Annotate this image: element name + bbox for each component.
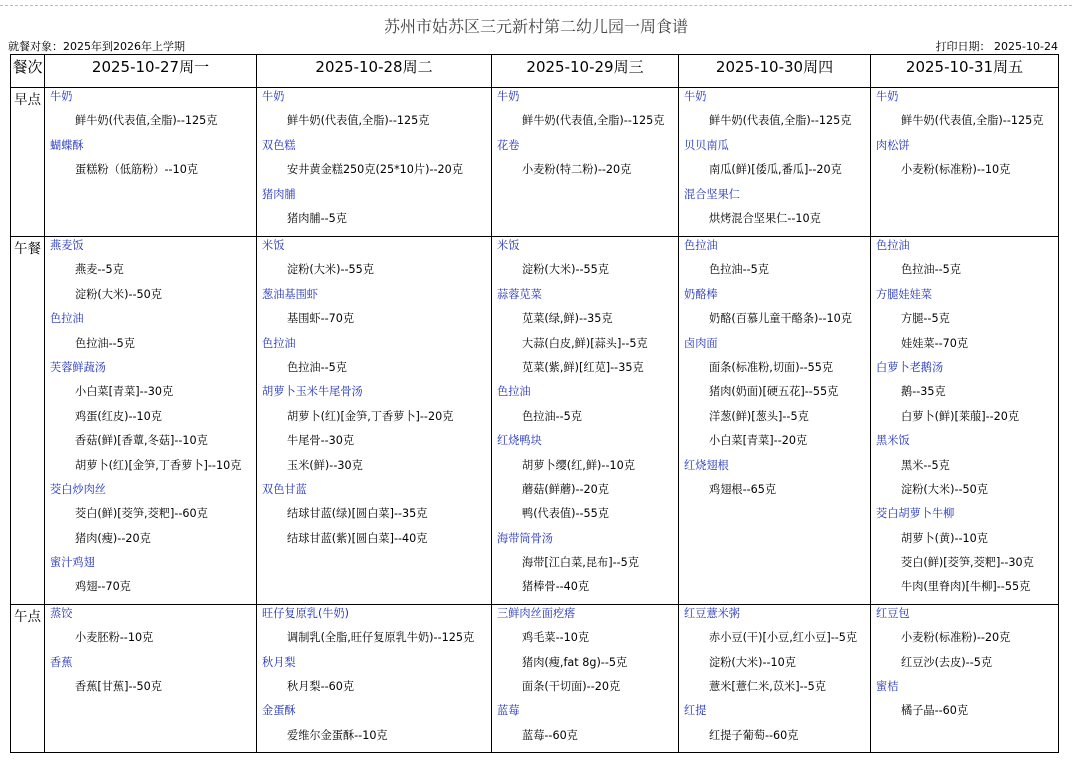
ingredient: 鲜牛奶(代表值,全脂)--125克 — [522, 114, 665, 128]
dish-name: 三鲜肉丝面疙瘩 — [497, 606, 576, 620]
dish-name: 海带筒骨汤 — [497, 531, 553, 545]
ingredient: 秋月梨--60克 — [287, 680, 355, 694]
dish-name: 胡萝卜玉米牛尾骨汤 — [262, 385, 363, 399]
ingredient: 橘子晶--60克 — [901, 704, 969, 718]
dish-name: 花卷 — [497, 138, 520, 152]
ingredient: 蓝莓--60克 — [522, 728, 578, 742]
dish-name: 红豆包 — [876, 606, 910, 620]
ingredient: 鹅--35克 — [901, 385, 946, 399]
ingredient: 香菇(鲜)[香蕈,冬菇]--10克 — [75, 434, 208, 448]
dish-name: 方腿娃娃菜 — [876, 287, 932, 301]
ingredient: 小麦粉(标准粉)--20克 — [901, 631, 1011, 645]
ingredient: 香蕉[甘蕉]--50克 — [75, 680, 162, 694]
ingredient: 红提子葡萄--60克 — [709, 728, 799, 742]
ingredient: 猪肉(瘦,fat 8g)--5克 — [522, 655, 628, 669]
dish-name: 色拉油 — [50, 312, 84, 326]
dish-name: 肉松饼 — [876, 138, 910, 152]
ingredient: 小麦胚粉--10克 — [75, 631, 154, 645]
dish-name: 白萝卜老鹅汤 — [876, 360, 944, 374]
ingredient: 小麦粉(特二粉)--20克 — [522, 163, 632, 177]
dish-name: 芙蓉鲜蔬汤 — [50, 360, 106, 374]
diner-target: 就餐对象：2025年到2026年上学期 — [8, 40, 185, 53]
ingredient: 茭白(鲜)[茭笋,茭粑]--60克 — [75, 507, 208, 521]
ingredient: 胡萝卜(红)[金笋,丁香萝卜]--10克 — [75, 458, 242, 472]
menu-cell — [45, 604, 257, 752]
ingredient: 烘烤混合坚果仁--10克 — [709, 211, 821, 225]
ingredient: 鸡翅--70克 — [75, 580, 131, 594]
header-row — [11, 55, 1059, 88]
ingredient: 鸭(代表值)--55克 — [522, 507, 609, 521]
menu-cell — [257, 604, 492, 752]
ingredient: 胡萝卜缨(红,鲜)--10克 — [522, 458, 635, 472]
ingredient: 白萝卜(鲜)[莱菔]--20克 — [901, 409, 1020, 423]
meal-name: 午餐 — [11, 237, 45, 605]
ingredient: 洋葱(鲜)[葱头]--5克 — [709, 409, 809, 423]
ingredient: 蛋糕粉（低筋粉）--10克 — [75, 163, 198, 177]
dish-name: 蓝莓 — [497, 704, 520, 718]
dish-name: 色拉油 — [262, 336, 296, 350]
dish-name: 牛奶 — [684, 90, 707, 103]
meal-name: 午点 — [11, 604, 45, 752]
dish-name: 牛奶 — [497, 90, 520, 103]
ingredient: 调制乳(全脂,旺仔复原乳牛奶)--125克 — [287, 631, 475, 645]
ingredient: 色拉油--5克 — [287, 360, 347, 374]
dish-name: 色拉油 — [497, 385, 531, 399]
menu-cell — [679, 604, 871, 752]
ingredient: 猪棒骨--40克 — [522, 580, 590, 594]
dish-name: 红烧鸭块 — [497, 434, 542, 448]
dish-name: 红豆薏米粥 — [684, 606, 740, 620]
ingredient: 淀粉(大米)--50克 — [901, 482, 988, 496]
menu-cell — [45, 237, 257, 605]
ingredient: 面条(干切面)--20克 — [522, 680, 621, 694]
dish-name: 色拉油 — [876, 239, 910, 252]
dish-name: 米饭 — [497, 239, 520, 252]
menu-cell — [257, 237, 492, 605]
meal-row — [11, 237, 1059, 605]
dish-name: 色拉油 — [684, 239, 718, 252]
meal-header: 餐次 — [11, 55, 45, 88]
menu-cell — [871, 237, 1059, 605]
ingredient: 鸡蛋(红皮)--10克 — [75, 409, 162, 423]
ingredient: 结球甘蓝(绿)[圆白菜]--35克 — [287, 507, 428, 521]
dish-name: 蜜汁鸡翅 — [50, 556, 95, 570]
ingredient: 牛尾骨--30克 — [287, 434, 355, 448]
ingredient: 牛肉(里脊肉)[牛柳]--55克 — [901, 580, 1031, 594]
dish-name: 蒜蓉苋菜 — [497, 287, 542, 301]
ingredient: 海带[江白菜,昆布]--5克 — [522, 556, 639, 570]
dish-name: 茭白炒肉丝 — [50, 482, 106, 496]
ingredient: 蘑菇(鲜蘑)--20克 — [522, 482, 609, 496]
ingredient: 南瓜(鲜)[倭瓜,番瓜]--20克 — [709, 163, 842, 177]
ingredient: 淀粉(大米)--50克 — [75, 287, 162, 301]
ingredient: 色拉油--5克 — [522, 409, 582, 423]
dish-name: 双色糕 — [262, 138, 296, 152]
page-title: 苏州市姑苏区三元新村第二幼儿园一周食谱 — [383, 17, 688, 36]
ingredient: 小白菜[青菜]--20克 — [709, 434, 808, 448]
ingredient: 苋菜(紫,鲜)[红苋]--35克 — [522, 360, 644, 374]
ingredient: 色拉油--5克 — [901, 263, 961, 277]
ingredient: 小麦粉(标准粉)--10克 — [901, 163, 1011, 177]
dish-name: 香蕉 — [50, 655, 73, 669]
ingredient: 猪肉脯--5克 — [287, 211, 347, 225]
menu-cell — [871, 88, 1059, 237]
dish-name: 贝贝南瓜 — [684, 138, 729, 152]
ingredient: 赤小豆(干)[小豆,红小豆]--5克 — [709, 631, 858, 645]
menu-cell — [492, 88, 679, 237]
dish-name: 卤肉面 — [684, 336, 718, 350]
dish-name: 茭白胡萝卜牛柳 — [876, 507, 955, 521]
ingredient: 鲜牛奶(代表值,全脂)--125克 — [901, 114, 1044, 128]
ingredient: 奶酪(百慕儿童干酪条)--10克 — [709, 312, 852, 326]
dish-name: 猪肉脯 — [262, 187, 296, 201]
dish-name: 奶酪棒 — [684, 287, 718, 301]
ingredient: 猪肉(奶面)[硬五花]--55克 — [709, 385, 839, 399]
ingredient: 薏米[薏仁米,苡米]--5克 — [709, 680, 826, 694]
meal-name: 早点 — [11, 88, 45, 237]
weekly-menu-table — [10, 54, 1059, 753]
dish-name: 混合坚果仁 — [684, 187, 740, 201]
dish-name: 蝴蝶酥 — [50, 138, 84, 152]
dish-name: 燕麦饭 — [50, 239, 84, 252]
ingredient: 淀粉(大米)--55克 — [287, 263, 374, 277]
dish-name: 金蛋酥 — [262, 704, 296, 718]
ingredient: 色拉油--5克 — [75, 336, 135, 350]
ingredient: 基围虾--70克 — [287, 312, 355, 326]
day-header: 2025-10-31周五 — [871, 55, 1059, 88]
dish-name: 旺仔复原乳(牛奶) — [262, 606, 350, 620]
ingredient: 色拉油--5克 — [709, 263, 769, 277]
top-dashed-line — [0, 5, 1072, 6]
day-header: 2025-10-30周四 — [679, 55, 871, 88]
dish-name: 红提 — [684, 704, 707, 718]
menu-cell — [492, 604, 679, 752]
meal-row — [11, 604, 1059, 752]
ingredient: 鲜牛奶(代表值,全脂)--125克 — [709, 114, 852, 128]
ingredient: 方腿--5克 — [901, 312, 950, 326]
dish-name: 蜜桔 — [876, 680, 899, 694]
ingredient: 大蒜(白皮,鲜)[蒜头]--5克 — [522, 336, 648, 350]
ingredient: 淀粉(大米)--55克 — [522, 263, 609, 277]
ingredient: 胡萝卜(黄)--10克 — [901, 531, 988, 545]
dish-name: 黑米饭 — [876, 434, 910, 448]
ingredient: 红豆沙(去皮)--5克 — [901, 655, 993, 669]
menu-cell — [679, 237, 871, 605]
ingredient: 爱维尔金蛋酥--10克 — [287, 728, 388, 742]
ingredient: 鲜牛奶(代表值,全脂)--125克 — [75, 114, 218, 128]
meal-row — [11, 88, 1059, 237]
menu-cell — [679, 88, 871, 237]
menu-cell — [257, 88, 492, 237]
day-header: 2025-10-29周三 — [492, 55, 679, 88]
dish-name: 牛奶 — [50, 90, 73, 103]
menu-cell — [45, 88, 257, 237]
ingredient: 鸡毛菜--10克 — [522, 631, 590, 645]
ingredient: 鸡翅根--65克 — [709, 482, 777, 496]
ingredient: 鲜牛奶(代表值,全脂)--125克 — [287, 114, 430, 128]
dish-name: 蒸饺 — [50, 606, 73, 620]
ingredient: 安井黄金糕250克(25*10片)--20克 — [287, 163, 463, 177]
dish-name: 秋月梨 — [262, 655, 296, 669]
ingredient: 胡萝卜(红)[金笋,丁香萝卜]--20克 — [287, 409, 454, 423]
print-date: 打印日期： 2025-10-24 — [935, 40, 1058, 53]
dish-name: 牛奶 — [262, 90, 285, 103]
ingredient: 黑米--5克 — [901, 458, 950, 472]
dish-name: 米饭 — [262, 239, 285, 252]
dish-name: 葱油基围虾 — [262, 287, 318, 301]
day-header: 2025-10-28周二 — [257, 55, 492, 88]
ingredient: 猪肉(瘦)--20克 — [75, 531, 151, 545]
menu-cell — [492, 237, 679, 605]
ingredient: 娃娃菜--70克 — [901, 336, 969, 350]
ingredient: 结球甘蓝(紫)[圆白菜]--40克 — [287, 531, 428, 545]
ingredient: 燕麦--5克 — [75, 263, 124, 277]
menu-cell — [871, 604, 1059, 752]
day-header: 2025-10-27周一 — [45, 55, 257, 88]
dish-name: 牛奶 — [876, 90, 899, 103]
ingredient: 淀粉(大米)--10克 — [709, 655, 796, 669]
ingredient: 苋菜(绿,鲜)--35克 — [522, 312, 613, 326]
ingredient: 玉米(鲜)--30克 — [287, 458, 363, 472]
ingredient: 小白菜[青菜]--30克 — [75, 385, 174, 399]
dish-name: 双色甘蓝 — [262, 482, 307, 496]
dish-name: 红烧翅根 — [684, 458, 729, 472]
ingredient: 面条(标准粉,切面)--55克 — [709, 360, 834, 374]
ingredient: 茭白(鲜)[茭笋,茭粑]--30克 — [901, 556, 1034, 570]
